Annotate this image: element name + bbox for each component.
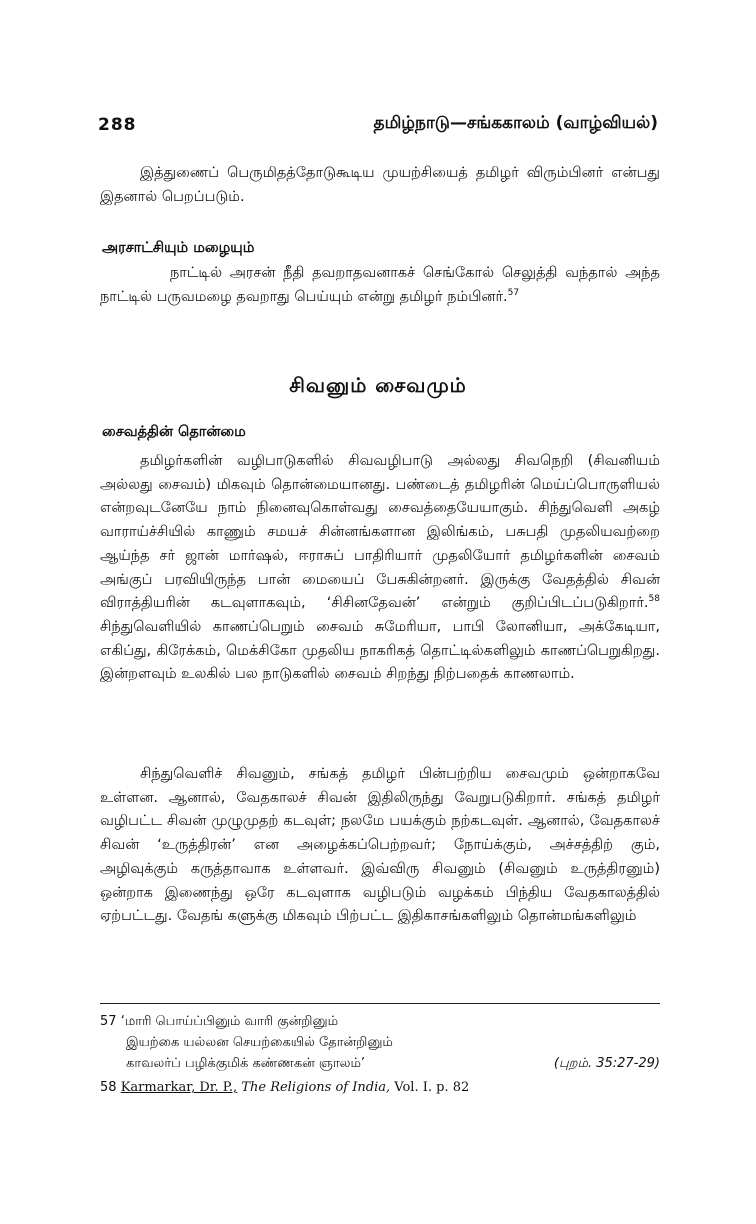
footnote-57-source: (புறம். 35:27-29) (553, 1056, 660, 1071)
rain-paragraph-text: நாட்டில் அரசன் நீதி தவறாதவனாகச் செங்கோல் செலுத்தி வந்தால் அந்த நாட்டில் பருவமழை தவறாது பெய்யும் என்று தமிழர் நம்பினர். (100, 265, 660, 305)
footnote-57-number: 57 (100, 1014, 117, 1029)
page-number: 288 (98, 115, 137, 135)
antiquity-paragraph-text: தமிழர்களின் வழிபாடுகளில் சிவவழிபாடு அல்லது சிவநெறி (சிவனியம் அல்லது சைவம்) மிகவும் தொன்மையானது. பண்டைத் தமிழரின் மெய்ப்பொருளியல் என்றவுடனேயே நாம் நினைவுகொள்வது சைவத்தையேயாகும். சிந்துவெளி அகழ் வாராய்ச்சியில் காணும் சமயச் சின்னங்களான இலிங்கம், பசுபதி முதலியவற்றை ஆய்ந்த சர் ஜான் மார்ஷல், ஈராசுப் பாதிரியார் முதலியோர் தமிழர்களின் சைவம் அங்குப் பரவியிருந்த பான் மையைப் பேசுகின்றனர். இருக்கு வேதத்தில் சிவன் விராத்தியரின் கடவுளாகவும், ‘சிசினதேவன்’ என்றும் குறிப்பிடப்படுகிறார். (100, 453, 660, 612)
footnote-ref-57: 57 (507, 287, 520, 298)
second-paragraph: சிந்துவெளிச் சிவனும், சங்கத் தமிழர் பின்பற்றிய சைவமும் ஒன்றாகவே உள்ளன. ஆனால், வேதகாலச் சிவன் இதிலிருந்து வேறுபடுகிறார். சங்கத் தமிழர் வழிபட்ட சிவன் முழுமுதற் கடவுள்; நலமே பயக்கும் நற்கடவுள். ஆனால், வேதகாலச் சிவன் ‘உருத்திரன்’ என அழைக்கப்பெற்றவர்; நோய்க்கும், அச்சத்திற் கும், அழிவுக்கும் கருத்தாவாக உள்ளவர். இவ்விரு சிவனும் (சிவனும் உருத்திரனும்) ஒன்றாக இணைந்து ஒரே கடவுளாக வழிபடும் வழக்கம் பிந்திய வேதகாலத்தில் ஏற்பட்டது. வேதங் களுக்கு மிகவும் பிற்பட்ட இதிகாசங்களிலும் தொன்மங்களிலும் (100, 766, 660, 925)
rain-section-heading: அரசாட்சியும் மழையும் (102, 240, 255, 256)
intro-paragraph: இத்துணைப் பெருமிதத்தோடுகூடிய முயற்சியைத் தமிழர் விரும்பினர் என்பது இதனால் பெறப்படும். (100, 165, 660, 205)
footnote-divider (100, 1003, 660, 1004)
footnote-ref-58: 58 (648, 594, 660, 605)
footnote-57-line2: இயற்கை யல்லன செயற்கையில் தோன்றினும் (126, 1035, 393, 1050)
page-header (98, 113, 658, 139)
running-title: தமிழ்நாடு—சங்ககாலம் (வாழ்வியல்) (373, 113, 658, 133)
footnote-57-last-line (100, 1053, 660, 1074)
footnote-58-number: 58 (100, 1080, 117, 1095)
footnote-58-author: Karmarkar, Dr. P., (120, 1080, 238, 1095)
antiquity-paragraph-cont: சிந்துவெளியில் காணப்பெறும் சைவம் சுமேரியா, பாபி லோனியா, அக்கேடியா, எகிப்து, கிரேக்கம், மெக்சிகோ முதலிய நாகரிகத் தொட்டில்களிலும் காணப்பெறுகிறது. இன்றளவும் உலகில் பல நாடுகளில் சைவம் சிறந்து நிற்பதைக் காணலாம். (100, 618, 660, 683)
footnote-58-work: The Religions of India, (241, 1080, 391, 1095)
antiquity-paragraph (100, 450, 660, 687)
footnote-58-locator: Vol. I. p. 82 (394, 1080, 470, 1095)
footnote-58 (100, 1077, 660, 1098)
antiquity-section-heading: சைவத்தின் தொன்மை (102, 424, 246, 440)
footnote-57-line1: ‘மாரி பொய்ப்பினும் வாரி குன்றினும் (120, 1014, 339, 1029)
rain-section-paragraph (100, 262, 660, 309)
section-title: சிவனும் சைவமும் (289, 373, 467, 397)
footnote-57-line3: காவலர்ப் பழிக்குமிக் கண்ணகன் ஞாலம்’ (126, 1056, 366, 1071)
footnote-57 (100, 1011, 660, 1074)
